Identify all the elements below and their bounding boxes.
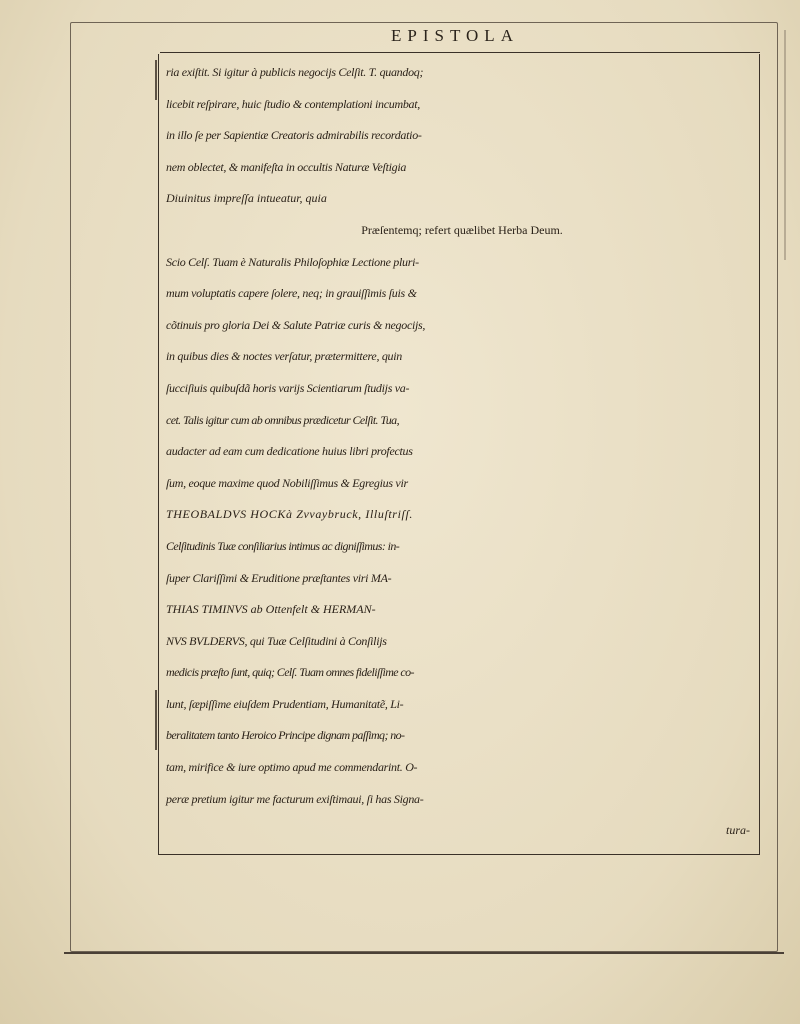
text-block — [166, 57, 758, 847]
spine-shadow — [784, 30, 786, 260]
text-line: licebit reſpirare, huic ſtudio & contemplationi incumbat, — [166, 96, 420, 111]
text-line: THIAS TIMINVS ab Ottenfelt & HERMAN- — [166, 602, 376, 617]
text-line: audacter ad eam cum dedicatione huius libri profectus — [166, 444, 413, 459]
catchword: tura- — [726, 823, 750, 838]
text-line: in quibus dies & noctes verſatur, prætermittere, quin — [166, 349, 402, 364]
text-line: Diuinitus impreſſa intueatur, quia — [166, 191, 327, 206]
text-line: lunt, ſæpiſſime eiuſdem Prudentiam, Humanitatẽ, Li- — [166, 696, 404, 711]
text-line: cet. Talis igitur cum ab omnibus prædicetur Celſit. Tua, — [166, 412, 399, 427]
margin-tick — [155, 60, 157, 100]
text-line: ria exiſtit. Si igitur à publicis negocijs Celſit. T. quandoq; — [166, 65, 424, 79]
text-line: tam, mirifice & iure optimo apud me commendarint. O- — [166, 760, 418, 775]
text-line: mum voluptatis capere ſolere, neq; in grauiſſimis ſuis & — [166, 286, 417, 301]
text-line: beralitatem tanto Heroico Principe dignam paſſimq; no- — [166, 728, 405, 743]
header-rule — [160, 52, 760, 53]
bottom-rule — [64, 952, 784, 954]
text-line: NVS BVLDERVS, qui Tuæ Celſitudini à Conſilijs — [166, 633, 387, 648]
text-line: ſucciſiuis quibuſdã horis varijs Scientiarum ſtudijs va- — [166, 380, 410, 395]
text-line: ſum, eoque maxime quod Nobiliſſimus & Egregius vir — [166, 475, 408, 490]
text-line: Celſitudinis Tuæ conſiliarius intimus ac digniſſimus: in- — [166, 538, 400, 553]
text-line: ſuper Clariſſimi & Eruditione præſtantes viri MA- — [166, 570, 392, 585]
text-line: in illo ſe per Sapientiæ Creatoris admirabilis recordatio- — [166, 128, 422, 143]
verse-line: Præſentemq; refert quælibet Herba Deum. — [361, 222, 563, 237]
text-line: medicis præſto ſunt, quiq; Celſ. Tuam omnes fideliſſime co- — [166, 665, 414, 680]
text-line: cõtinuis pro gloria Dei & Salute Patriæ curis & negocijs, — [166, 317, 426, 332]
text-line: peræ pretium igitur me facturum exiſtimaui, ſi has Signa- — [166, 791, 424, 806]
running-title: EPISTOLA — [391, 26, 519, 45]
text-line: THEOBALDVS HOCKà Zvvaybruck, Illuſtriſſ. — [166, 507, 413, 522]
margin-tick — [155, 690, 157, 750]
text-line: nem oblectet, & manifeſta in occultis Naturæ Veſtigia — [166, 159, 407, 174]
text-line: Scio Celſ. Tuam è Naturalis Philoſophiæ Lectione pluri- — [166, 254, 419, 269]
